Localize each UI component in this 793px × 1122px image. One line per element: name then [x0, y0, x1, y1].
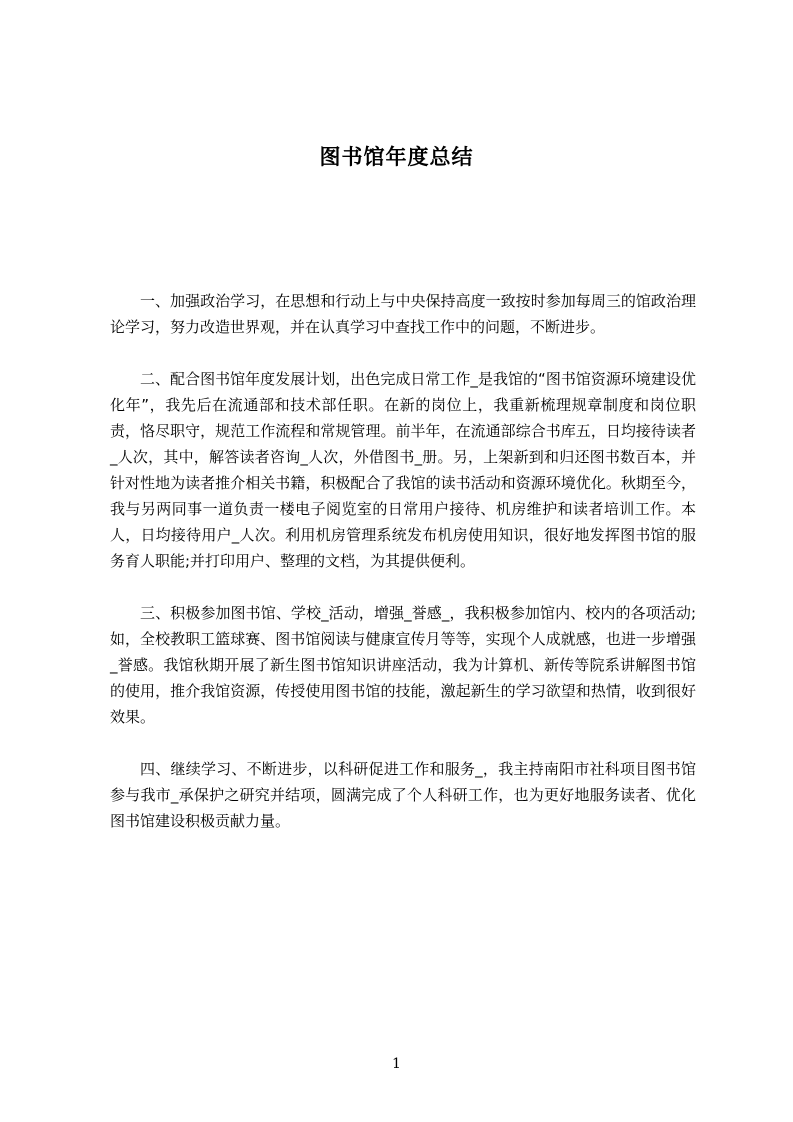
document-body: [110, 288, 696, 860]
paragraph-daily-work: 二、配合图书馆年度发展计划，出色完成日常工作_是我馆的“图书馆资源环境建设优化年”，我先后在流通部和技术部任职。在新的岗位上，我重新梳理规章制度和岗位职责，恪尽职守，规范工作流程和常规管理。前半年，在流通部综合书库五，日均接待读者_人次，其中，解答读者咨询_人次，外借图书_册。另，上架新到和归还图书数百本，并针对性地为读者推介相关书籍，积极配合了我馆的读书活动和资源环境优化。秋期至今，我与另两同事一道负责一楼电子阅览室的日常用户接待、机房维护和读者培训工作。本人，日均接待用户_人次。利用机房管理系统发布机房使用知识，很好地发挥图书馆的服务育人职能;并打印用户、整理的文档，为其提供便利。: [110, 370, 696, 570]
page-number: 1: [392, 1056, 401, 1072]
paragraph-activities: 三、积极参加图书馆、学校_活动，增强_誉感_，我积极参加馆内、校内的各项活动;如，全校教职工篮球赛、图书馆阅读与健康宣传月等等，实现个人成就感，也进一步增强_誉感。我馆秋期开展了新生图书馆知识讲座活动，我为计算机、新传等院系讲解图书馆的使用，推介我馆资源，传授使用图书馆的技能，激起新生的学习欲望和热情，收到很好效果。: [110, 604, 696, 726]
document-title: 图书馆年度总结: [319, 145, 474, 169]
paragraph-research: 四、继续学习、不断进步，以科研促进工作和服务_，我主持南阳市社科项目图书馆参与我市_承保护之研究并结项，圆满完成了个人科研工作，也为更好地服务读者、优化图书馆建设积极贡献力量。: [110, 760, 696, 830]
paragraph-political-study: 一、加强政治学习，在思想和行动上与中央保持高度一致按时参加每周三的馆政治理论学习，努力改造世界观，并在认真学习中查找工作中的问题，不断进步。: [110, 292, 696, 336]
